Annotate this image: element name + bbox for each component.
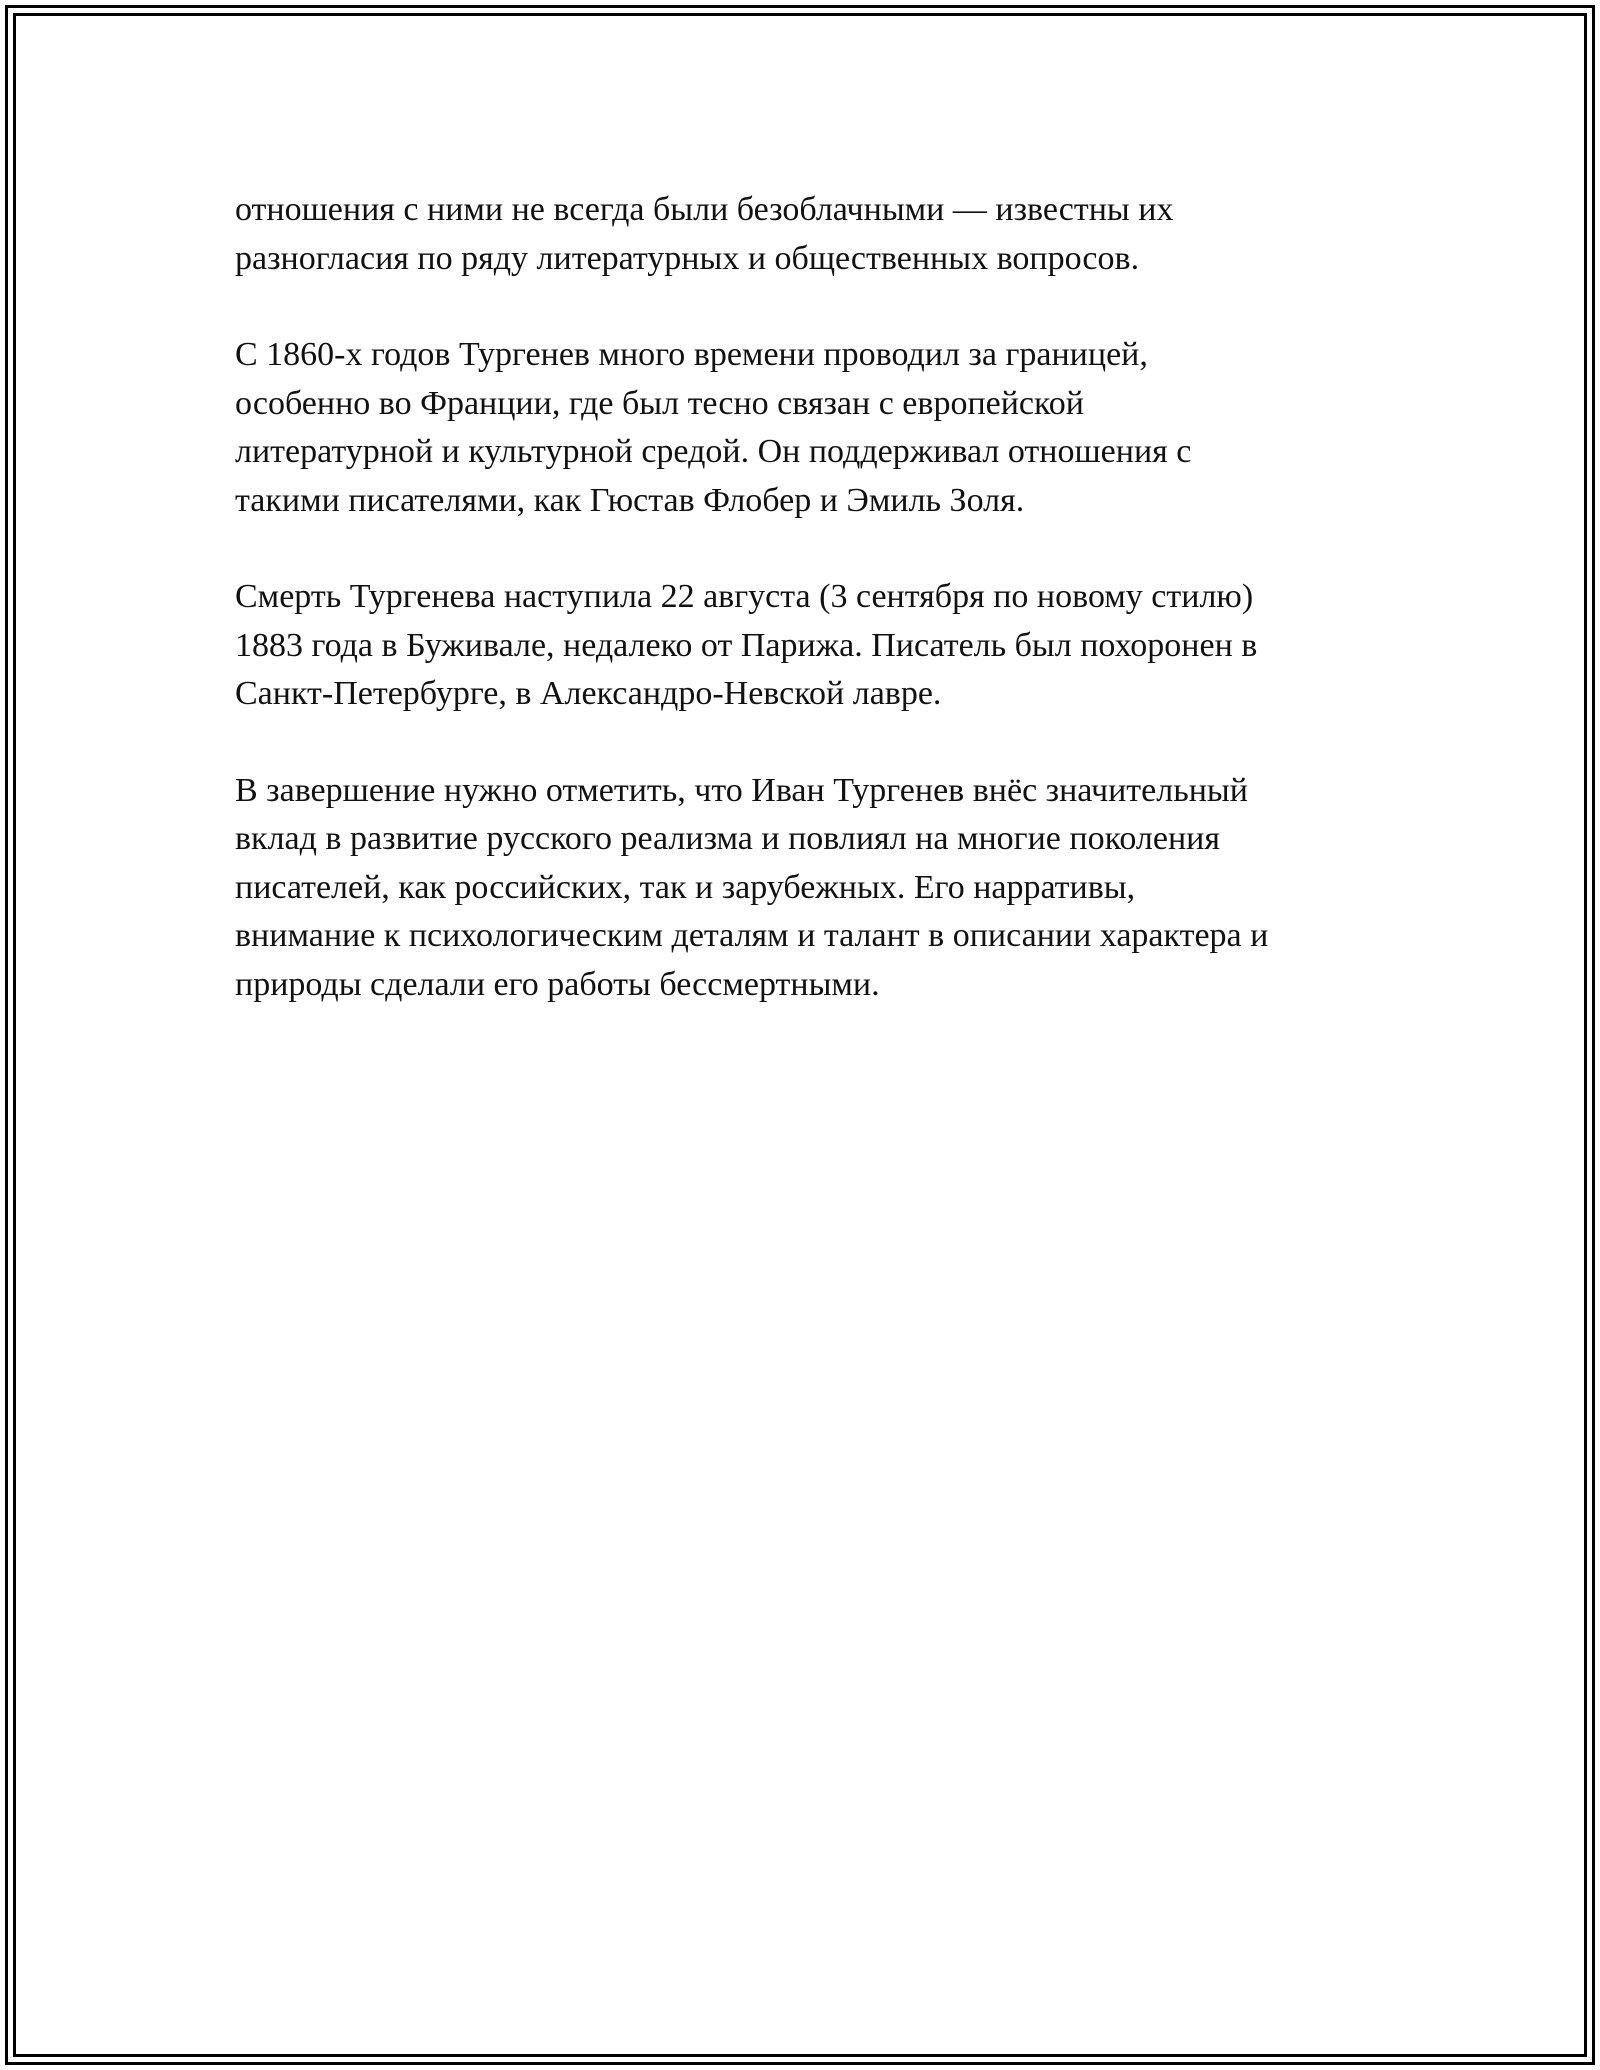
document-body — [235, 186, 1365, 1057]
paragraph-death: Смерть Тургенева наступила 22 августа (3 сентября по новому стилю) 1883 года в Буживале, недалеко от Парижа. Писатель был похоронен в Санкт-Петербурге, в Александро-Невской лавре. — [235, 578, 1258, 712]
paragraph-conclusion: В завершение нужно отметить, что Иван Тургенев внёс значительный вклад в развитие русского реализма и повлиял на многие поколения писателей, как российских, так и зарубежных. Его нарративы, внимание к психологическим деталям и талант в описании характера и природы сделали его работы бессмертными. — [235, 771, 1269, 1003]
paragraph-abroad: С 1860-х годов Тургенев много времени проводил за границей, особенно во Франции, где был тесно связан с европейской литературной и культурной средой. Он поддерживал отношения с такими писателями, как Гюстав Флобер и Эмиль Золя. — [235, 336, 1192, 519]
paragraph-relations: отношения с ними не всегда были безоблачными — известны их разногласия по ряду литературных и общественных вопросов. — [235, 191, 1174, 277]
